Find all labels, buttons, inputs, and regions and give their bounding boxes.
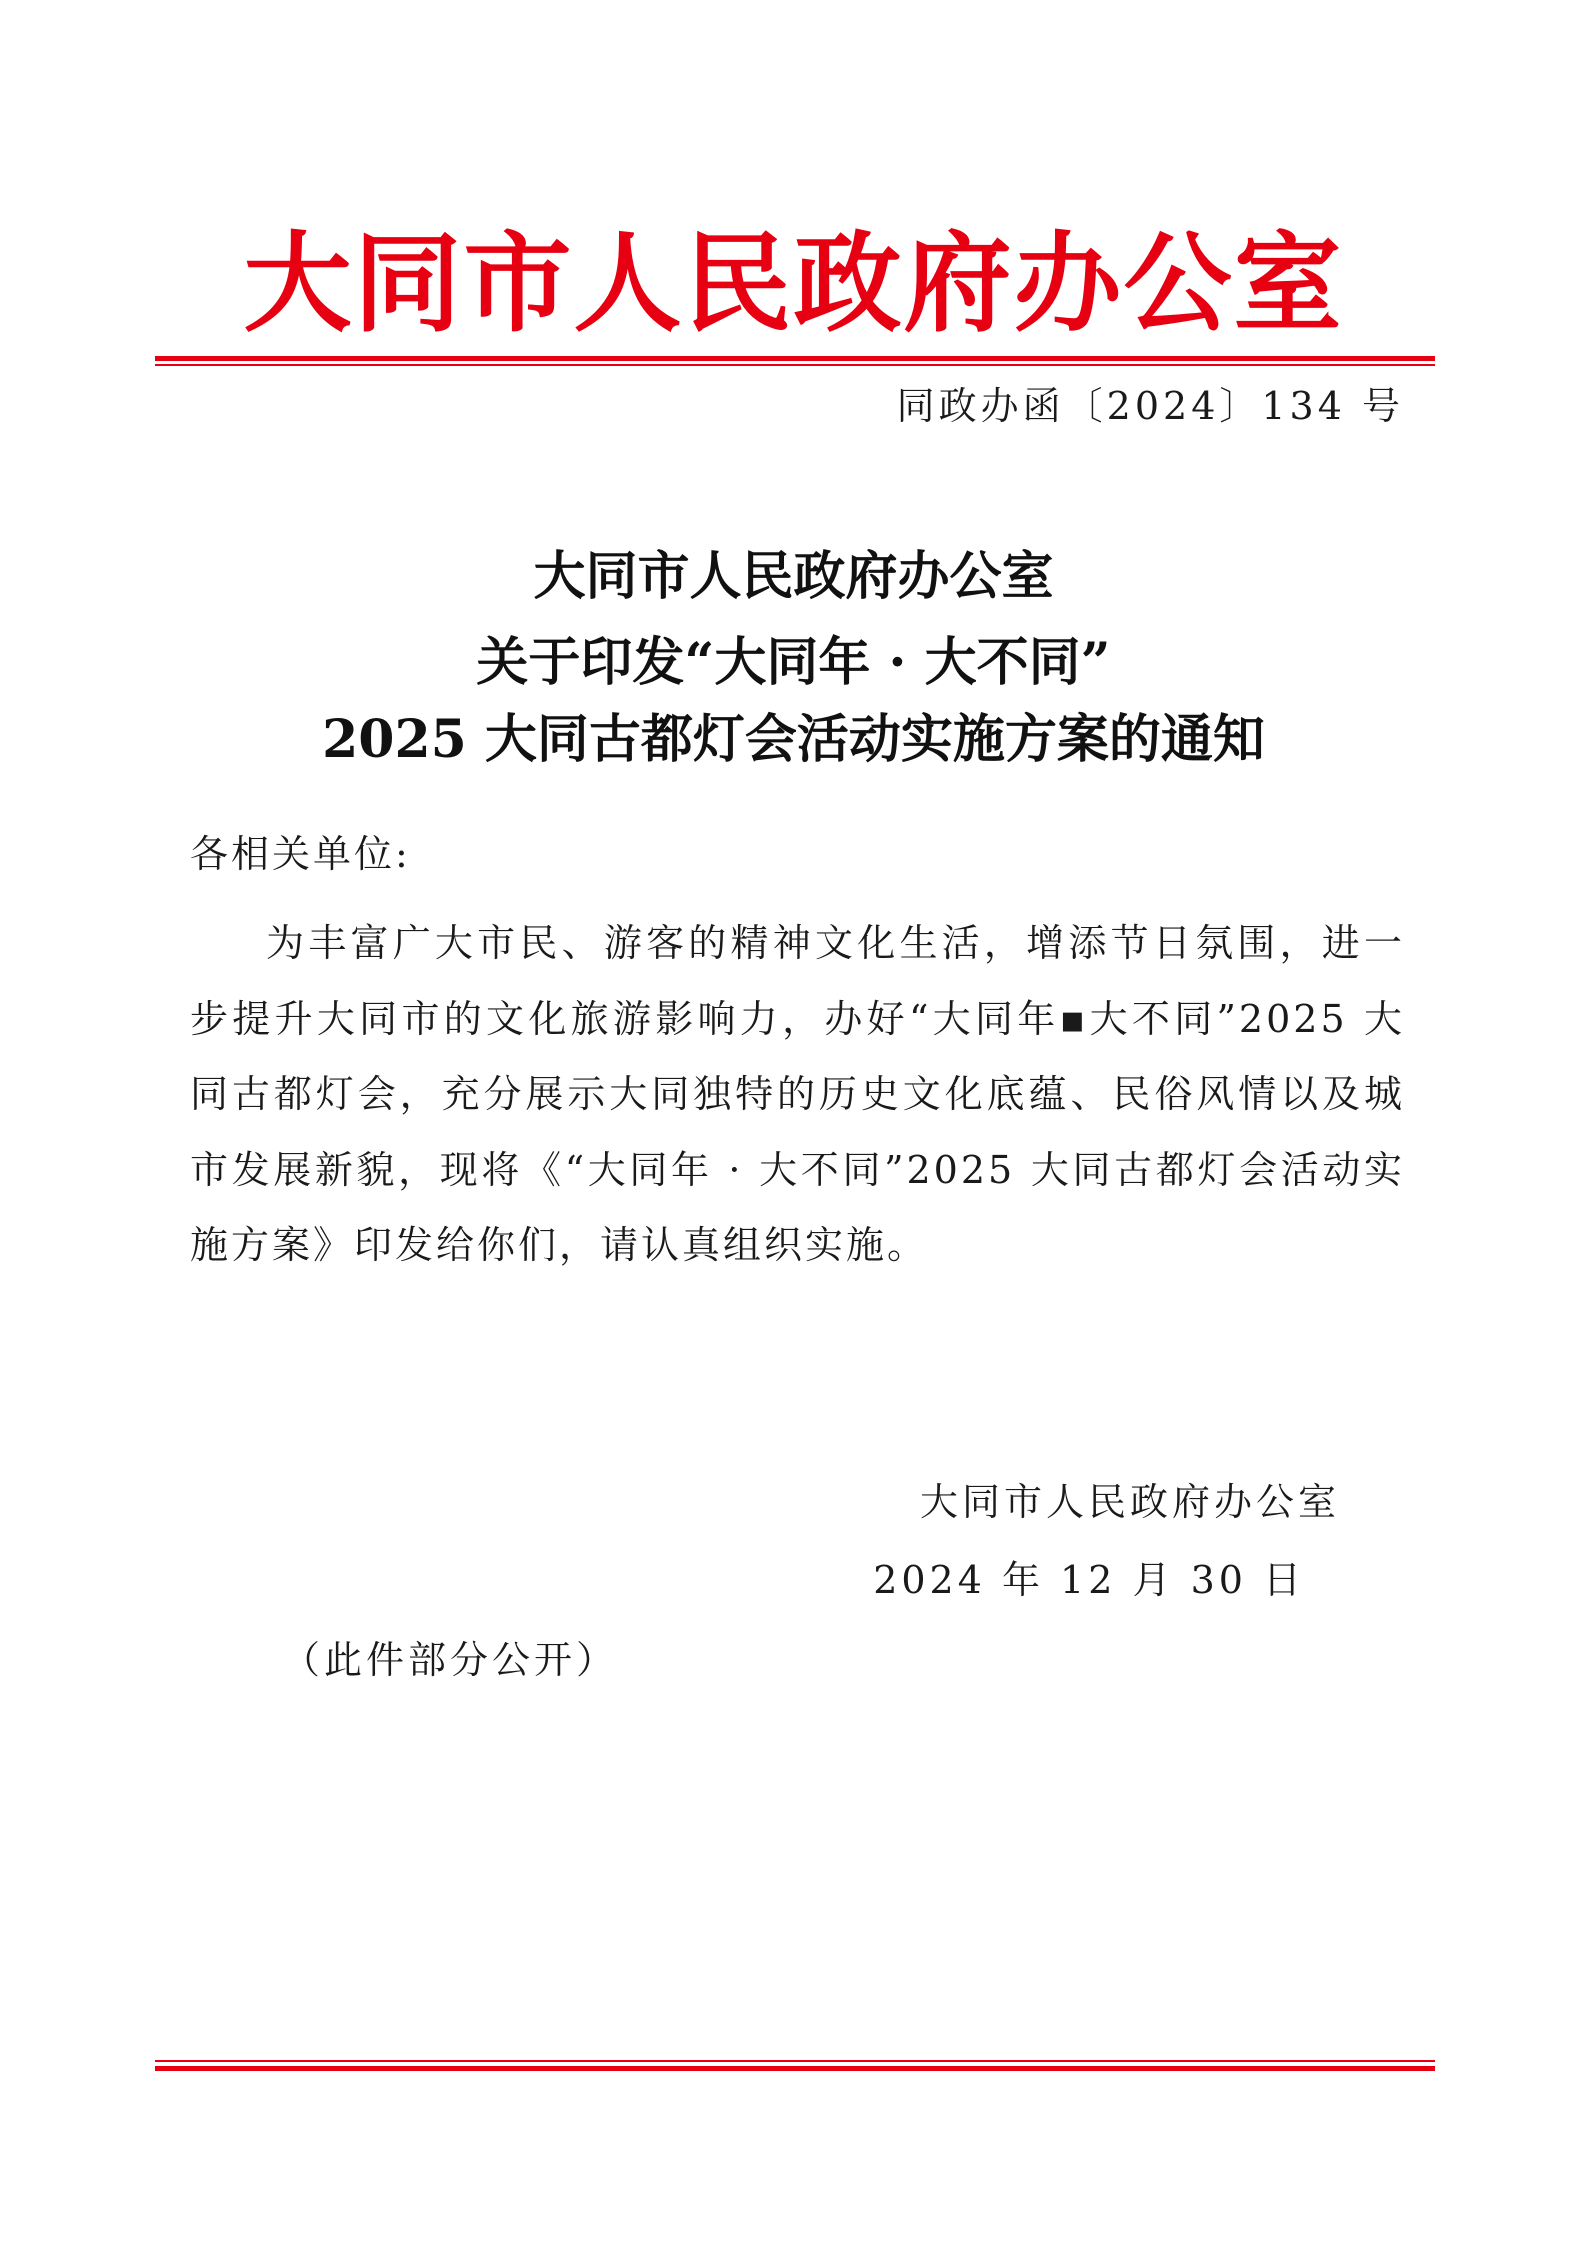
letterhead-rule-thick [155, 356, 1435, 361]
title-line-1: 大同市人民政府办公室 [533, 546, 1054, 607]
letterhead-title: 大同市人民政府办公室 [243, 222, 1344, 347]
letterhead-rule-thin [155, 364, 1435, 366]
footer-rule-thin [155, 2060, 1435, 2062]
body-paragraph: 为丰富广大市民、游客的精神文化生活，增添节日氛围，进一步提升大同市的文化旅游影响力，办好“大同年▪大不同”2025 大同古都灯会，充分展示大同独特的历史文化底蕴、民俗风情以及城市发展新貌，现将《“大同年 · 大不同”2025 大同古都灯会活动实施方案》印发给你们，请认真组织实施。 [190, 921, 1405, 1267]
title-line-3: 2025 大同古都灯会活动实施方案的通知 [322, 709, 1265, 770]
signature-organization: 大同市人民政府办公室 [919, 1480, 1340, 1524]
signature-date: 2024 年 12 月 30 日 [873, 1558, 1305, 1602]
footer-rule-thick [155, 2066, 1435, 2071]
title-line-2: 关于印发“大同年 · 大不同” [476, 632, 1111, 693]
disclosure-note: （此件部分公开） [282, 1638, 619, 1682]
salutation: 各相关单位: [190, 832, 411, 876]
document-number: 同政办函〔2024〕134 号 [896, 384, 1404, 428]
